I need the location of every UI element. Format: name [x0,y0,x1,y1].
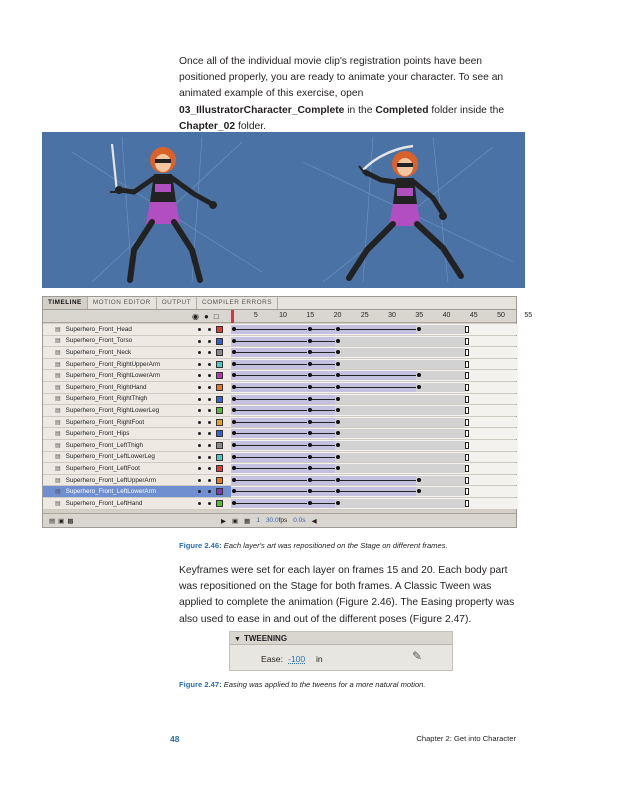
keyframe[interactable] [232,420,236,424]
intro-paragraph [179,54,524,135]
tween-arrow [234,503,307,504]
outline-color-swatch[interactable] [216,384,223,391]
visibility-toggle[interactable] [198,328,201,331]
tween-arrow [310,422,334,423]
tween-arrow [234,491,307,492]
keyframe[interactable] [336,466,340,470]
visibility-toggle[interactable] [198,386,201,389]
layer-name-cell[interactable] [43,336,191,347]
end-frame-marker[interactable] [465,500,469,507]
tween-arrow [234,375,307,376]
frame-number: 20 [333,312,342,319]
keyframe[interactable] [336,350,340,354]
layer-controls [191,463,231,474]
outline-color-swatch[interactable] [216,372,223,379]
layer-controls [191,394,231,405]
end-frame-marker[interactable] [465,442,469,449]
keyframe[interactable] [308,339,312,343]
layer-icon: ▤ [55,500,61,507]
layer-icon: ▤ [55,442,61,449]
static-frames-span[interactable] [335,406,466,415]
layer-controls [191,498,231,509]
layer-name: Superhero_Front_LeftLowerArm [65,488,156,496]
timeline-header [43,310,533,323]
keyframe[interactable] [336,501,340,505]
layer-row[interactable] [43,405,516,417]
outline-color-swatch[interactable] [216,477,223,484]
caption-label: Figure 2.47: [179,680,222,689]
layer-list [43,324,516,510]
frame-number: 5 [253,312,258,319]
tweening-header[interactable] [230,632,452,645]
layer-icon: ▤ [55,396,61,403]
tween-arrow [310,364,334,365]
end-frame-marker[interactable] [465,465,469,472]
outline-color-swatch[interactable] [216,338,223,345]
timeline-tabs [43,297,516,310]
ease-label: Ease: [261,654,283,664]
tween-arrow [310,491,334,492]
layer-icon: ▤ [55,349,61,356]
tween-arrow [234,422,307,423]
layer-row[interactable] [43,370,516,382]
layer-controls [191,359,231,370]
layer-name: Superhero_Front_Torso [65,337,133,345]
tween-arrow [310,433,334,434]
frame-rate [266,517,287,524]
static-frames-span[interactable] [335,464,466,473]
tween-arrow [310,341,334,342]
file-name: 03_IllustratorCharacter_Complete [179,104,345,116]
layer-icon: ▤ [55,384,61,391]
layer-icon: ▤ [55,326,61,333]
layer-icon: ▤ [55,477,61,484]
keyframe[interactable] [336,327,340,331]
tween-arrow [234,341,307,342]
tween-arrow [310,468,334,469]
end-frame-marker[interactable] [465,477,469,484]
layer-icon: ▤ [55,338,61,345]
delete-layer-icon[interactable]: ▩ [67,517,77,525]
tween-arrow [338,375,417,376]
folder-name: Completed [375,104,429,116]
layer-controls [191,452,231,463]
keyframe[interactable] [336,420,340,424]
layer-name-cell[interactable] [43,463,191,474]
chapter-title: Chapter 2: Get into Character [416,734,516,743]
static-frames-span[interactable] [416,383,465,392]
keyframe[interactable] [232,339,236,343]
layer-name: Superhero_Front_Hips [65,430,130,438]
layer-row[interactable] [43,347,516,359]
onion-skin-icon[interactable]: ▣ [232,517,239,525]
static-frames-span[interactable] [335,360,466,369]
stage-image-pose-1 [42,132,284,288]
visibility-toggle[interactable] [198,363,201,366]
outline-color-swatch[interactable] [216,500,223,507]
chapter-folder-name: Chapter_02 [179,120,236,132]
keyframe[interactable] [232,385,236,389]
caption-label: Figure 2.46: [179,541,222,550]
layer-controls [191,370,231,381]
layer-controls [191,417,231,428]
layer-name-cell[interactable] [43,417,191,428]
static-frames-span[interactable] [335,395,466,404]
layer-name-cell[interactable] [43,486,191,497]
tween-arrow [234,410,307,411]
tab-output[interactable]: OUTPUT [157,297,197,309]
layer-controls [191,486,231,497]
edit-markers-icon[interactable]: ▦ [244,517,251,525]
static-frames-span[interactable] [416,487,465,496]
outline-icon[interactable]: □ [213,312,219,321]
end-frame-marker[interactable] [465,488,469,495]
eye-icon[interactable]: ◉ [192,312,199,321]
visibility-toggle[interactable] [198,479,201,482]
layer-icon: ▤ [55,454,61,461]
keyframe[interactable] [232,362,236,366]
end-frame-marker[interactable] [465,361,469,368]
layer-name: Superhero_Front_RightThigh [65,395,148,403]
new-folder-icon[interactable]: ▣ [58,517,68,525]
outline-color-swatch[interactable] [216,407,223,414]
layer-name: Superhero_Front_RightUpperArm [65,360,161,368]
ease-suffix: in [316,654,323,664]
keyframe[interactable] [336,478,340,482]
fps-unit: fps [278,517,288,524]
chevron-down-icon[interactable]: ▼ [234,636,241,643]
tab-timeline[interactable]: TIMELINE [43,297,88,309]
tween-arrow [234,352,307,353]
end-frame-marker[interactable] [465,407,469,414]
tween-arrow [310,329,334,330]
tween-arrow [234,364,307,365]
intro-text-2: in the [344,104,376,116]
keyframe[interactable] [336,397,340,401]
keyframe[interactable] [232,478,236,482]
layer-name-cell[interactable] [43,452,191,463]
layer-row[interactable] [43,452,516,464]
static-frames-span[interactable] [335,441,466,450]
keyframe[interactable] [308,397,312,401]
frame-number: 50 [497,312,505,319]
keyframe[interactable] [336,443,340,447]
tab-compiler-errors[interactable]: COMPILER ERRORS [197,297,278,309]
frame-number: 40 [442,312,451,319]
end-frame-marker[interactable] [465,396,469,403]
lock-toggle[interactable] [208,328,211,331]
static-frames-span[interactable] [335,453,466,462]
tween-arrow [234,433,307,434]
end-frame-marker[interactable] [465,349,469,356]
outline-color-swatch[interactable] [216,326,223,333]
end-frame-marker[interactable] [465,430,469,437]
layer-row[interactable] [43,440,516,452]
layer-name-cell[interactable] [43,324,191,335]
playhead[interactable] [231,310,234,323]
layer-name-cell[interactable] [43,359,191,370]
frame-number: 30 [388,312,396,319]
lock-toggle[interactable] [208,386,211,389]
keyframe[interactable] [232,397,236,401]
layer-name-cell[interactable] [43,440,191,451]
caption-text: Each layer's art was repositioned on the Stage on different frames. [221,541,448,550]
keyframe[interactable] [232,327,236,331]
layer-name-cell[interactable] [43,498,191,509]
end-frame-marker[interactable] [465,326,469,333]
tween-arrow [234,399,307,400]
tween-arrow [234,457,307,458]
outline-color-swatch[interactable] [216,442,223,449]
layer-controls [191,336,231,347]
frame-number: 35 [415,312,424,319]
tween-arrow [338,480,417,481]
header-icons [192,312,219,321]
tween-arrow [234,480,307,481]
static-frames-span[interactable] [335,337,466,346]
keyframe[interactable] [232,443,236,447]
superhero-pose-2-illustration [283,132,525,288]
layer-icon: ▤ [55,431,61,438]
layer-name-cell[interactable] [43,382,191,393]
layer-controls [191,405,231,416]
caption-text: Easing was applied to the tweens for a more natural motion. [221,680,426,689]
frame-number: 15 [306,312,315,319]
layer-name-cell[interactable] [43,405,191,416]
figure-caption-2-47 [179,680,426,689]
layer-row[interactable] [43,359,516,371]
keyframe[interactable] [336,431,340,435]
tween-arrow [338,491,417,492]
layer-name-cell[interactable] [43,347,191,358]
visibility-toggle[interactable] [198,398,201,401]
figure-caption-2-46 [179,541,448,550]
layer-name: Superhero_Front_RightFoot [65,418,145,426]
keyframe[interactable] [336,455,340,459]
frame-number: 55 [524,312,533,319]
visibility-toggle[interactable] [198,444,201,447]
layer-row[interactable] [43,498,516,510]
static-frames-span[interactable] [416,325,465,334]
lock-toggle[interactable] [208,363,211,366]
tween-arrow [310,410,334,411]
layer-name-cell[interactable] [43,475,191,486]
lock-toggle[interactable] [208,502,211,505]
tween-arrow [338,387,417,388]
tween-arrow [338,329,417,330]
layer-icon: ▤ [55,489,61,496]
layer-name: Superhero_Front_RightHand [65,383,147,391]
outline-color-swatch[interactable] [216,349,223,356]
layer-buttons [49,517,189,525]
tween-arrow [310,445,334,446]
fps-value[interactable]: 30.0 [265,517,279,524]
timeline-panel [42,296,533,528]
page-number: 48 [170,734,180,744]
tween-arrow [310,503,334,504]
layer-name: Superhero_Front_RightLowerArm [65,372,161,380]
superhero-pose-1-illustration [42,132,284,288]
keyframe[interactable] [336,373,340,377]
tween-arrow [310,457,334,458]
tween-arrow [234,329,307,330]
visibility-toggle[interactable] [198,502,201,505]
static-frames-span[interactable] [416,476,465,485]
layer-name-cell[interactable] [43,394,191,405]
lock-toggle[interactable] [208,421,211,424]
layer-name: Superhero_Front_LeftThigh [65,441,144,449]
keyframe[interactable] [336,489,340,493]
layer-controls [191,347,231,358]
outline-color-swatch[interactable] [216,396,223,403]
keyframe[interactable] [232,501,236,505]
outline-color-swatch[interactable] [216,430,223,437]
layer-icon: ▤ [55,419,61,426]
intro-text: Once all of the individual movie clip's registration points have been positioned properly, you are ready to animate your character. To see an animated example of this exercise, open [179,56,504,100]
ease-value[interactable]: -100 [288,654,306,664]
lock-icon[interactable]: ● [203,312,209,321]
tween-arrow [310,352,334,353]
layer-row[interactable] [43,382,516,394]
layer-name: Superhero_Front_RightLowerLeg [65,406,160,414]
keyframe[interactable] [336,362,340,366]
tween-arrow [310,399,334,400]
intro-text-4: folder. [235,120,267,132]
scroll-left-icon[interactable]: ◀ [311,517,317,525]
keyframe[interactable] [308,455,312,459]
static-frames-span[interactable] [335,429,466,438]
tweening-panel [229,631,453,671]
layer-name-cell[interactable] [43,370,191,381]
static-frames-span[interactable] [335,418,466,427]
outline-color-swatch[interactable] [216,361,223,368]
layer-name: Superhero_Front_LeftHand [65,499,143,507]
lock-toggle[interactable] [208,479,211,482]
playback-info [221,517,317,525]
tween-arrow [234,468,307,469]
tween-arrow [234,445,307,446]
frame-number: 45 [469,312,478,319]
layer-controls [191,475,231,486]
layer-controls [191,324,231,335]
layer-name: Superhero_Front_LeftUpperArm [65,476,156,484]
layer-name: Superhero_Front_LeftFoot [65,464,140,472]
layer-controls [191,440,231,451]
lock-toggle[interactable] [208,398,211,401]
center-frame-icon[interactable]: ▶ [221,517,226,525]
layer-name: Superhero_Front_Neck [65,348,132,356]
end-frame-marker[interactable] [465,454,469,461]
keyframe[interactable] [336,385,340,389]
layer-row[interactable] [43,486,516,498]
stage-image-pose-2 [283,132,525,288]
static-frames-span[interactable] [335,499,466,508]
frame-ruler[interactable] [230,310,533,323]
lock-toggle[interactable] [208,456,211,459]
outline-color-swatch[interactable] [216,488,223,495]
layer-controls [191,382,231,393]
frame-number: 25 [360,312,369,319]
visibility-toggle[interactable] [198,340,201,343]
layer-name: Superhero_Front_Head [65,325,132,333]
lock-toggle[interactable] [208,340,211,343]
body-paragraph: Keyframes were set for each layer on frames 15 and 20. Each body part was repositioned on the Stage for both frames. A Classic Tween was applied to complete the animation (Figure 2.46). The Easing property was also used to ease in and out of the different poses (Figure 2.47). [179,565,515,625]
timeline-footer [43,513,516,527]
layer-row[interactable] [43,394,516,406]
lock-toggle[interactable] [208,444,211,447]
layer-row[interactable] [43,463,516,475]
keyframe[interactable] [336,408,340,412]
static-frames-span[interactable] [335,348,466,357]
tween-arrow [310,387,334,388]
layer-row[interactable] [43,428,516,440]
tween-arrow [310,375,334,376]
frame-number: 10 [279,312,287,319]
end-frame-marker[interactable] [465,384,469,391]
elapsed-time: 0.0s [293,517,306,524]
keyframe[interactable] [232,455,236,459]
new-layer-icon[interactable]: ▤ [49,517,59,525]
visibility-toggle[interactable] [198,456,201,459]
layer-controls [191,428,231,439]
layer-icon: ▤ [55,465,61,472]
end-frame-marker[interactable] [465,419,469,426]
intro-text-3: folder inside the [428,104,505,116]
end-frame-marker[interactable] [465,372,469,379]
tab-motion-editor[interactable]: MOTION EDITOR [88,297,157,309]
pencil-icon[interactable]: ✎ [412,649,423,663]
keyframe[interactable] [336,339,340,343]
layer-icon: ▤ [55,407,61,414]
layer-row[interactable] [43,417,516,429]
current-frame: 1 [256,517,260,524]
layer-row[interactable] [43,475,516,487]
layer-name: Superhero_Front_LeftLowerLeg [65,453,155,461]
tween-arrow [310,480,334,481]
outline-color-swatch[interactable] [216,465,223,472]
tweening-title: TWEENING [243,634,288,643]
tween-arrow [234,387,307,388]
layer-row[interactable] [43,336,516,348]
outline-color-swatch[interactable] [216,419,223,426]
visibility-toggle[interactable] [198,421,201,424]
layer-icon: ▤ [55,361,61,368]
end-frame-marker[interactable] [465,338,469,345]
outline-color-swatch[interactable] [216,454,223,461]
static-frames-span[interactable] [416,371,465,380]
layer-row[interactable] [43,324,516,336]
layer-name-cell[interactable] [43,428,191,439]
layer-icon: ▤ [55,373,61,380]
